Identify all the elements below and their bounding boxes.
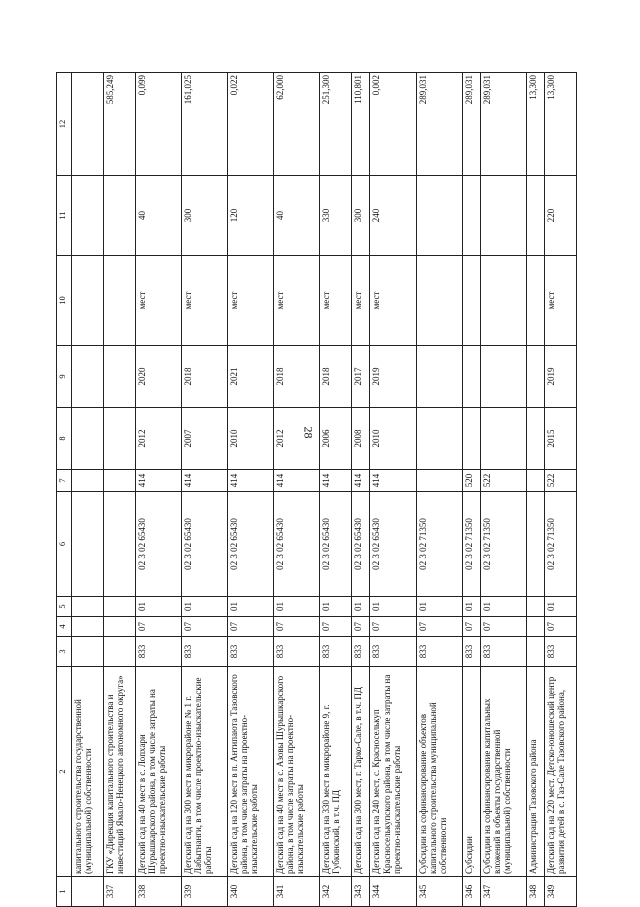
row-number-cell: 344 (370, 877, 416, 907)
start-year-cell: 2010 (228, 408, 274, 470)
capacity-cell: 300 (182, 176, 228, 256)
table-row (526, 73, 544, 907)
expense-type-cell (104, 470, 136, 492)
subsection-code-cell (72, 597, 104, 617)
amount-cell: 585,249 (104, 73, 136, 176)
end-year-cell: 2018 (274, 346, 320, 408)
unit-cell: мест (544, 256, 576, 346)
col-header: 5 (57, 597, 72, 617)
col-header: 10 (57, 256, 72, 346)
section-code-cell (104, 617, 136, 637)
row-name-cell: Субсидии на софинансирование объектов капитального строительства муниципальной собственности (416, 667, 462, 877)
ministry-code-cell: 833 (182, 637, 228, 667)
amount-cell: 110,801 (352, 73, 370, 176)
budget-table (56, 72, 577, 907)
target-article-cell: 02 3 02 65430 (370, 492, 416, 597)
capacity-cell (526, 176, 544, 256)
col-header: 7 (57, 470, 72, 492)
expense-type-cell: 520 (462, 470, 480, 492)
capacity-cell (72, 176, 104, 256)
col-header: 11 (57, 176, 72, 256)
capacity-cell: 40 (274, 176, 320, 256)
target-article-cell: 02 3 02 65430 (182, 492, 228, 597)
table-row (274, 73, 320, 907)
amount-cell: 62,000 (274, 73, 320, 176)
amount-cell: 251,300 (320, 73, 352, 176)
subsection-code-cell: 01 (480, 597, 526, 617)
table-row (370, 73, 416, 907)
end-year-cell: 2018 (320, 346, 352, 408)
subsection-code-cell: 01 (352, 597, 370, 617)
ministry-code-cell: 833 (274, 637, 320, 667)
row-name-cell: Детский сад на 240 мест, с. Красноселькуп Красноселькупского района, в том числе затраты на проектно-изыскательские работы (370, 667, 416, 877)
unit-cell: мест (274, 256, 320, 346)
end-year-cell: 2021 (228, 346, 274, 408)
subsection-code-cell: 01 (544, 597, 576, 617)
start-year-cell: 2012 (274, 408, 320, 470)
amount-cell: 289,031 (462, 73, 480, 176)
ministry-code-cell: 833 (480, 637, 526, 667)
unit-cell: мест (228, 256, 274, 346)
expense-type-cell: 414 (182, 470, 228, 492)
unit-cell: мест (370, 256, 416, 346)
start-year-cell: 2008 (352, 408, 370, 470)
start-year-cell (480, 408, 526, 470)
table-body (72, 73, 577, 907)
col-header: 8 (57, 408, 72, 470)
capacity-cell: 240 (370, 176, 416, 256)
ministry-code-cell: 833 (136, 637, 182, 667)
section-code-cell: 07 (274, 617, 320, 637)
start-year-cell (72, 408, 104, 470)
target-article-cell: 02 3 02 65430 (274, 492, 320, 597)
start-year-cell (104, 408, 136, 470)
expense-type-cell: 414 (274, 470, 320, 492)
row-number-cell: 338 (136, 877, 182, 907)
ministry-code-cell: 833 (544, 637, 576, 667)
start-year-cell: 2012 (136, 408, 182, 470)
header-row (57, 73, 72, 907)
target-article-cell: 02 3 02 71350 (462, 492, 480, 597)
subsection-code-cell: 01 (370, 597, 416, 617)
unit-cell (480, 256, 526, 346)
section-code-cell: 07 (462, 617, 480, 637)
table-row (72, 73, 104, 907)
row-number-cell: 343 (352, 877, 370, 907)
amount-cell: 13,300 (544, 73, 576, 176)
target-article-cell: 02 3 02 71350 (416, 492, 462, 597)
expense-type-cell: 414 (370, 470, 416, 492)
budget-table-container (56, 73, 577, 907)
table-row (136, 73, 182, 907)
subsection-code-cell: 01 (274, 597, 320, 617)
target-article-cell (526, 492, 544, 597)
col-header: 6 (57, 492, 72, 597)
target-article-cell: 02 3 02 65430 (228, 492, 274, 597)
target-article-cell (104, 492, 136, 597)
row-name-cell: ГКУ «Дирекция капитального строительства и инвестиций Ямало-Ненецкого автономного округа» (104, 667, 136, 877)
expense-type-cell: 414 (228, 470, 274, 492)
row-number-cell (72, 877, 104, 907)
row-name-cell: Субсидии (462, 667, 480, 877)
subsection-code-cell: 01 (182, 597, 228, 617)
subsection-code-cell: 01 (228, 597, 274, 617)
unit-cell (416, 256, 462, 346)
subsection-code-cell: 01 (136, 597, 182, 617)
amount-cell (72, 73, 104, 176)
start-year-cell: 2010 (370, 408, 416, 470)
end-year-cell (462, 346, 480, 408)
capacity-cell (416, 176, 462, 256)
row-name-cell: Детский сад на 300 мест в микрорайоне № 1 г. Лабытнанги, в том числе проектно-изыскательские работы (182, 667, 228, 877)
end-year-cell: 2020 (136, 346, 182, 408)
row-number-cell: 349 (544, 877, 576, 907)
start-year-cell: 2006 (320, 408, 352, 470)
end-year-cell (72, 346, 104, 408)
table-row (480, 73, 526, 907)
capacity-cell: 40 (136, 176, 182, 256)
table-row (320, 73, 352, 907)
ministry-code-cell: 833 (462, 637, 480, 667)
table-row (228, 73, 274, 907)
row-number-cell: 346 (462, 877, 480, 907)
ministry-code-cell: 833 (370, 637, 416, 667)
target-article-cell: 02 3 02 65430 (136, 492, 182, 597)
section-code-cell: 07 (352, 617, 370, 637)
row-number-cell: 340 (228, 877, 274, 907)
section-code-cell: 07 (320, 617, 352, 637)
col-header: 9 (57, 346, 72, 408)
row-name-cell: Детский сад на 40 мест в с. Азовы Шурышкарского района, в том числе затраты на проектно-изыскательские работы (274, 667, 320, 877)
ministry-code-cell (72, 637, 104, 667)
table-row (182, 73, 228, 907)
subsection-code-cell: 01 (416, 597, 462, 617)
end-year-cell: 2018 (182, 346, 228, 408)
subsection-code-cell: 01 (320, 597, 352, 617)
end-year-cell: 2019 (370, 346, 416, 408)
expense-type-cell: 414 (352, 470, 370, 492)
amount-cell: 289,031 (480, 73, 526, 176)
end-year-cell (526, 346, 544, 408)
ministry-code-cell: 833 (228, 637, 274, 667)
ministry-code-cell: 833 (416, 637, 462, 667)
expense-type-cell: 522 (480, 470, 526, 492)
target-article-cell: 02 3 02 71350 (544, 492, 576, 597)
col-header: 4 (57, 617, 72, 637)
unit-cell: мест (136, 256, 182, 346)
expense-type-cell: 522 (544, 470, 576, 492)
amount-cell: 161,025 (182, 73, 228, 176)
capacity-cell: 330 (320, 176, 352, 256)
row-number-cell: 342 (320, 877, 352, 907)
start-year-cell (416, 408, 462, 470)
end-year-cell: 2017 (352, 346, 370, 408)
section-code-cell: 07 (228, 617, 274, 637)
capacity-cell: 120 (228, 176, 274, 256)
row-number-cell: 341 (274, 877, 320, 907)
page-number: 28 (301, 426, 316, 439)
row-name-cell: Субсидии на софинансирование капитальных вложений в объекты государственной (муниципальной) собственности (480, 667, 526, 877)
row-name-cell: Детский сад на 220 мест. Детско-юношеский центр развития детей в с. Газ-Сале Тазовского района, (544, 667, 576, 877)
start-year-cell: 2015 (544, 408, 576, 470)
subsection-code-cell (526, 597, 544, 617)
expense-type-cell: 414 (320, 470, 352, 492)
row-name-cell: Детский сад на 120 мест в п. Антипаюта Тазовского района, в том числе затраты на проектно-изыскательские работы (228, 667, 274, 877)
row-number-cell: 339 (182, 877, 228, 907)
row-number-cell: 347 (480, 877, 526, 907)
target-article-cell: 02 3 02 71350 (480, 492, 526, 597)
expense-type-cell (72, 470, 104, 492)
capacity-cell: 220 (544, 176, 576, 256)
end-year-cell: 2019 (544, 346, 576, 408)
section-code-cell (526, 617, 544, 637)
amount-cell: 289,031 (416, 73, 462, 176)
amount-cell: 13,300 (526, 73, 544, 176)
amount-cell: 0,022 (228, 73, 274, 176)
unit-cell (526, 256, 544, 346)
ministry-code-cell: 833 (352, 637, 370, 667)
capacity-cell (104, 176, 136, 256)
ministry-code-cell (526, 637, 544, 667)
unit-cell: мест (320, 256, 352, 346)
capacity-cell: 300 (352, 176, 370, 256)
row-number-cell: 348 (526, 877, 544, 907)
ministry-code-cell: 833 (320, 637, 352, 667)
subsection-code-cell (104, 597, 136, 617)
col-header: 3 (57, 637, 72, 667)
amount-cell: 0,099 (136, 73, 182, 176)
row-name-cell: капитального строительства государственной (муниципальной) собственности (72, 667, 104, 877)
amount-cell: 0,002 (370, 73, 416, 176)
ministry-code-cell (104, 637, 136, 667)
row-number-cell: 337 (104, 877, 136, 907)
subsection-code-cell: 01 (462, 597, 480, 617)
section-code-cell: 07 (480, 617, 526, 637)
row-name-cell: Детский сад на 330 мест в микрорайоне 9, г. Губкинский, в т.ч. ПД (320, 667, 352, 877)
section-code-cell: 07 (416, 617, 462, 637)
expense-type-cell: 414 (136, 470, 182, 492)
table-row (544, 73, 576, 907)
target-article-cell (72, 492, 104, 597)
target-article-cell: 02 3 02 65430 (320, 492, 352, 597)
expense-type-cell (526, 470, 544, 492)
start-year-cell: 2007 (182, 408, 228, 470)
section-code-cell: 07 (136, 617, 182, 637)
row-name-cell: Детский сад на 40 мест в с. Лопхари Шурышкарского района, в том числе затраты на проектно-изыскательские работы (136, 667, 182, 877)
col-header: 1 (57, 877, 72, 907)
section-code-cell: 07 (182, 617, 228, 637)
table-row (462, 73, 480, 907)
row-name-cell: Детский сад на 300 мест, г. Тарко-Сале, в т.ч. ПД (352, 667, 370, 877)
table-row (104, 73, 136, 907)
expense-type-cell (416, 470, 462, 492)
unit-cell: мест (352, 256, 370, 346)
unit-cell (104, 256, 136, 346)
capacity-cell (462, 176, 480, 256)
start-year-cell (526, 408, 544, 470)
section-code-cell: 07 (544, 617, 576, 637)
start-year-cell (462, 408, 480, 470)
capacity-cell (480, 176, 526, 256)
unit-cell (462, 256, 480, 346)
section-code-cell (72, 617, 104, 637)
end-year-cell (416, 346, 462, 408)
end-year-cell (104, 346, 136, 408)
col-header: 2 (57, 667, 72, 877)
unit-cell (72, 256, 104, 346)
end-year-cell (480, 346, 526, 408)
table-row (352, 73, 370, 907)
row-name-cell: Администрация Тазовского района (526, 667, 544, 877)
unit-cell: мест (182, 256, 228, 346)
table-row (416, 73, 462, 907)
target-article-cell: 02 3 02 65430 (352, 492, 370, 597)
section-code-cell: 07 (370, 617, 416, 637)
row-number-cell: 345 (416, 877, 462, 907)
col-header: 12 (57, 73, 72, 176)
